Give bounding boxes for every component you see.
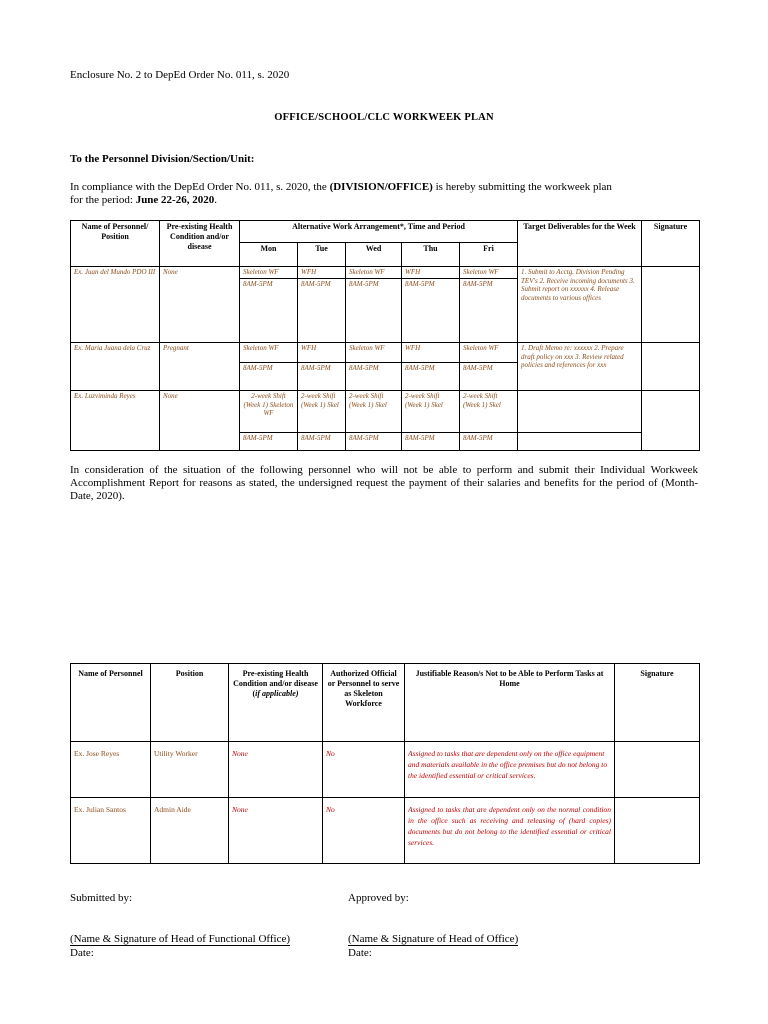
intro-part2: is hereby submitting the workweek plan <box>432 181 612 193</box>
signature-text-functional-office: (Name & Signature of Head of Functional Office) <box>70 933 291 945</box>
header2-reason: Justifiable Reason/s Not to be Able to Perform Tasks at Home <box>405 664 615 742</box>
table2-row-2-name: Ex. Julian Santos <box>71 798 151 864</box>
header2-name: Name of Personnel <box>71 664 151 742</box>
table-row-2-thu: WFH <box>402 343 460 363</box>
table-row-3-fri: 2-week Shift (Week 1) Skel <box>460 391 518 433</box>
table-row-2-thu-time: 8AM-5PM <box>402 363 460 391</box>
table-row-2-tue: WFH <box>298 343 346 363</box>
table-row-3-deliverables-extra <box>518 433 642 451</box>
table-row-2-health: Pregnant <box>160 343 240 391</box>
table-row-3-mon-time: 8AM-5PM <box>240 433 298 451</box>
table2-row-1-position: Utility Worker <box>151 742 229 798</box>
header-awa: Alternative Work Arrangement*, Time and Period <box>240 221 518 243</box>
submitted-by-label: Submitted by: <box>70 892 133 904</box>
table-row-3-thu-time: 8AM-5PM <box>402 433 460 451</box>
table-row-1-name: Ex. Juan del Mundo PDO III <box>71 267 160 343</box>
header-day-fri: Fri <box>460 243 518 267</box>
signature-line-head-office <box>348 933 518 946</box>
table2-row-2-reason: Assigned to tasks that are dependent only on the normal condition in the office such as receiving and releasing of (hard copies) documents but do not belong to the identified essential or critical services. <box>405 798 615 864</box>
table2-row-2-health: None <box>229 798 323 864</box>
header2-health-italic: if applicable) <box>255 689 299 698</box>
table2-row-2-signature <box>615 798 700 864</box>
table2-row-1-reason: Assigned to tasks that are dependent only on the office equipment and materials available in the office premises but do not belong to the identified essential or critical services. <box>405 742 615 798</box>
table-row-1-signature <box>642 267 700 343</box>
table2-row-1-authorized: No <box>323 742 405 798</box>
table-row-3-deliverables <box>518 391 642 433</box>
table-row-1-fri-time: 8AM-5PM <box>460 279 518 343</box>
table-row-1-fri: Skeleton WF <box>460 267 518 279</box>
table-row-3-mon: 2-week Shift (Week 1) Skeleton WF <box>240 391 298 433</box>
table2-row-2-authorized: No <box>323 798 405 864</box>
header2-health-main: Pre-existing Health Condition and/or disease ( <box>233 669 318 698</box>
header2-health <box>229 664 323 742</box>
table-row-2-mon-time: 8AM-5PM <box>240 363 298 391</box>
intro-part1: In compliance with the DepEd Order No. 011, s. 2020, the <box>70 181 330 193</box>
header-day-wed: Wed <box>346 243 402 267</box>
approved-by-label: Approved by: <box>348 892 409 904</box>
table-row-3-name: Ex. Luzviminda Reyes <box>71 391 160 451</box>
header-day-tue: Tue <box>298 243 346 267</box>
table-row-1-tue: WFH <box>298 267 346 279</box>
date-label-right: Date: <box>348 947 372 959</box>
table-row-2-signature <box>642 343 700 391</box>
table-row-2-wed: Skeleton WF <box>346 343 402 363</box>
header-health: Pre-existing Health Condition and/or disease <box>160 221 240 267</box>
table-row-1-wed-time: 8AM-5PM <box>346 279 402 343</box>
table-row-2-fri-time: 8AM-5PM <box>460 363 518 391</box>
table-row-1-wed: Skeleton WF <box>346 267 402 279</box>
table2-row-1-signature <box>615 742 700 798</box>
table-row-2-fri: Skeleton WF <box>460 343 518 363</box>
skeleton-workforce-table <box>70 663 700 864</box>
signature-text-head-office: (Name & Signature of Head of Office) <box>348 933 519 945</box>
intro-paragraph <box>70 181 700 207</box>
table-row-2-mon: Skeleton WF <box>240 343 298 363</box>
table-row-3-fri-time: 8AM-5PM <box>460 433 518 451</box>
table2-row-1-health: None <box>229 742 323 798</box>
table-row-3-thu: 2-week Shift (Week 1) Skel <box>402 391 460 433</box>
table-row-3-wed-time: 8AM-5PM <box>346 433 402 451</box>
table-row-3-health: None <box>160 391 240 451</box>
table-row-2-name: Ex. Maria Juana dela Cruz <box>71 343 160 391</box>
addressee: To the Personnel Division/Section/Unit: <box>70 153 255 165</box>
header-signature: Signature <box>642 221 700 267</box>
header-deliverables: Target Deliverables for the Week <box>518 221 642 267</box>
table2-row-2-position: Admin Aide <box>151 798 229 864</box>
table-row-1-deliverables: 1. Submit to Acctg. Division Pending TEV's 2. Receive incoming documents 3. Submit report on xxxxxx 4. Release documents to various offices <box>518 267 642 343</box>
intro-period: June 22-26, 2020 <box>135 194 215 206</box>
header-name-position: Name of Personnel/ Position <box>71 221 160 267</box>
date-label-left: Date: <box>70 947 94 959</box>
signature-line-functional-office <box>70 933 290 946</box>
header2-authorized: Authorized Official or Personnel to serve as Skeleton Workforce <box>323 664 405 742</box>
table-row-3-tue: 2-week Shift (Week 1) Skel <box>298 391 346 433</box>
table-row-1-thu-time: 8AM-5PM <box>402 279 460 343</box>
table-row-3-wed: 2-week Shift (Week 1) Skel <box>346 391 402 433</box>
intro-division: (DIVISION/OFFICE) <box>329 181 433 193</box>
table-row-1-tue-time: 8AM-5PM <box>298 279 346 343</box>
table-row-2-tue-time: 8AM-5PM <box>298 363 346 391</box>
header2-signature: Signature <box>615 664 700 742</box>
page-title: OFFICE/SCHOOL/CLC WORKWEEK PLAN <box>274 112 494 123</box>
header-day-mon: Mon <box>240 243 298 267</box>
table-row-3-tue-time: 8AM-5PM <box>298 433 346 451</box>
table-row-1-mon-time: 8AM-5PM <box>240 279 298 343</box>
header-day-thu: Thu <box>402 243 460 267</box>
table-row-1-health: None <box>160 267 240 343</box>
table-row-2-wed-time: 8AM-5PM <box>346 363 402 391</box>
consideration-paragraph: In consideration of the situation of the following personnel who will not be able to perform and submit their Individual Workweek Accomplishment Report for reasons as stated, the undersigned request the payment of their salaries and benefits for the period of (Month-Date, 2020). <box>70 464 698 502</box>
table-row-1-thu: WFH <box>402 267 460 279</box>
header2-position: Position <box>151 664 229 742</box>
table2-row-1-name: Ex. Jose Reyes <box>71 742 151 798</box>
intro-period-label: for the period: <box>70 194 136 206</box>
table-row-2-deliverables: 1. Draft Memo re: xxxxxx 2. Prepare draft policy on xxx 3. Review related policies and references for xxx <box>518 343 642 391</box>
intro-end: . <box>214 194 217 206</box>
workweek-plan-table <box>70 220 700 451</box>
enclosure-note: Enclosure No. 2 to DepEd Order No. 011, s. 2020 <box>70 69 290 81</box>
table-row-1-mon: Skeleton WF <box>240 267 298 279</box>
table-row-3-signature <box>642 391 700 451</box>
